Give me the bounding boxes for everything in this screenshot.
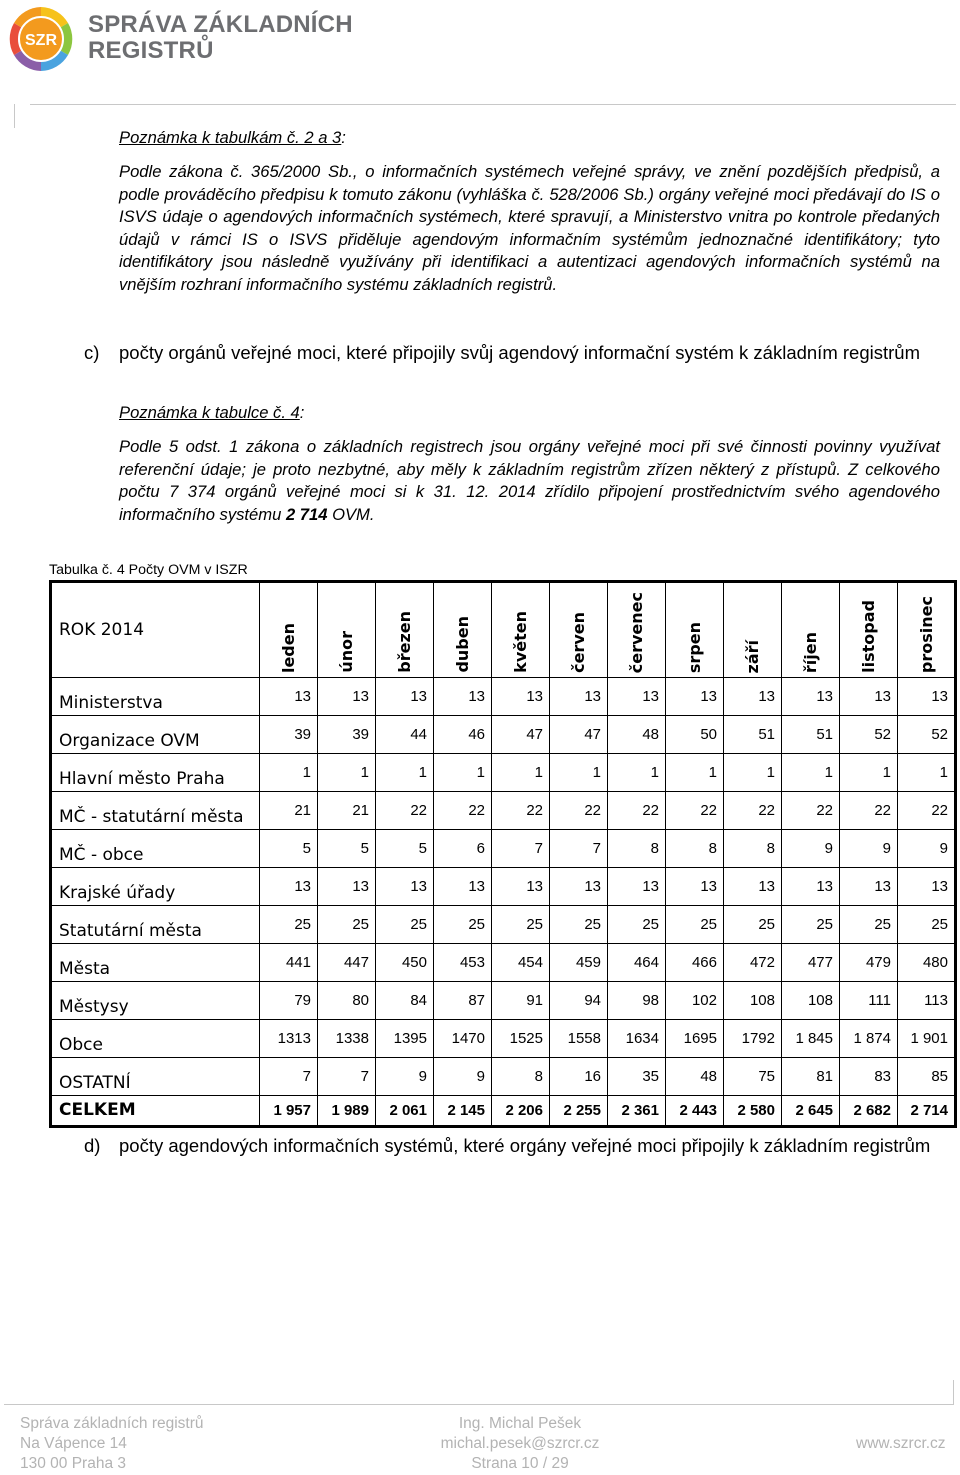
value-cell: 1470 xyxy=(434,1020,492,1058)
value-cell: 5 xyxy=(260,830,318,868)
value-cell: 51 xyxy=(724,716,782,754)
table-row xyxy=(51,716,956,754)
value-cell: 22 xyxy=(724,792,782,830)
value-cell: 13 xyxy=(840,678,898,716)
month-label: duben xyxy=(453,616,472,673)
value-cell: 25 xyxy=(434,906,492,944)
value-cell: 2 645 xyxy=(782,1096,840,1127)
month-header xyxy=(840,582,898,678)
value-cell: 52 xyxy=(840,716,898,754)
value-cell: 85 xyxy=(898,1058,956,1096)
table-row xyxy=(51,754,956,792)
value-cell: 13 xyxy=(724,868,782,906)
month-label: květen xyxy=(511,611,530,673)
value-cell: 464 xyxy=(608,944,666,982)
row-label: Ministerstva xyxy=(51,678,260,716)
value-cell: 1 xyxy=(492,754,550,792)
value-cell: 1 xyxy=(666,754,724,792)
table-row xyxy=(51,1058,956,1096)
value-cell: 22 xyxy=(898,792,956,830)
value-cell: 1558 xyxy=(550,1020,608,1058)
month-header xyxy=(608,582,666,678)
value-cell: 453 xyxy=(434,944,492,982)
value-cell: 1 901 xyxy=(898,1020,956,1058)
value-cell: 2 206 xyxy=(492,1096,550,1127)
value-cell: 13 xyxy=(550,868,608,906)
footer-page-number: Strana 10 / 29 xyxy=(471,1455,569,1472)
value-cell: 13 xyxy=(492,678,550,716)
table-row xyxy=(51,868,956,906)
row-label: Města xyxy=(51,944,260,982)
footer-org: Správa základních registrů xyxy=(20,1415,204,1432)
value-cell: 1338 xyxy=(318,1020,376,1058)
footer-divider xyxy=(4,1404,954,1405)
value-cell: 7 xyxy=(318,1058,376,1096)
row-label: Organizace OVM xyxy=(51,716,260,754)
value-cell: 21 xyxy=(260,792,318,830)
value-cell: 13 xyxy=(376,678,434,716)
footer-address xyxy=(20,1414,204,1474)
footer-website-link[interactable]: www.szrcr.cz xyxy=(856,1435,946,1452)
month-header xyxy=(318,582,376,678)
value-cell: 479 xyxy=(840,944,898,982)
value-cell: 13 xyxy=(550,678,608,716)
value-cell: 81 xyxy=(782,1058,840,1096)
value-cell: 108 xyxy=(782,982,840,1020)
value-cell: 13 xyxy=(376,868,434,906)
value-cell: 1 xyxy=(550,754,608,792)
month-header xyxy=(666,582,724,678)
ovm-count-table xyxy=(49,580,957,1128)
value-cell: 1 xyxy=(782,754,840,792)
value-cell: 13 xyxy=(318,868,376,906)
month-label: březen xyxy=(395,611,414,673)
footer-contact xyxy=(400,1414,640,1474)
value-cell: 13 xyxy=(666,868,724,906)
value-cell: 13 xyxy=(898,678,956,716)
value-cell: 8 xyxy=(666,830,724,868)
note-tables-2-3-title: Poznámka k tabulkám č. 2 a 3: xyxy=(119,128,346,147)
month-header xyxy=(898,582,956,678)
value-cell: 39 xyxy=(260,716,318,754)
value-cell: 2 361 xyxy=(608,1096,666,1127)
table-row xyxy=(51,1020,956,1058)
value-cell: 22 xyxy=(666,792,724,830)
value-cell: 79 xyxy=(260,982,318,1020)
value-cell: 108 xyxy=(724,982,782,1020)
value-cell: 13 xyxy=(782,678,840,716)
value-cell: 1 xyxy=(434,754,492,792)
value-cell: 9 xyxy=(376,1058,434,1096)
month-header xyxy=(550,582,608,678)
value-cell: 25 xyxy=(724,906,782,944)
value-cell: 13 xyxy=(434,678,492,716)
header-divider xyxy=(30,104,956,105)
value-cell: 98 xyxy=(608,982,666,1020)
value-cell: 25 xyxy=(782,906,840,944)
value-cell: 25 xyxy=(492,906,550,944)
footer-street: Na Vápence 14 xyxy=(20,1435,127,1452)
value-cell: 35 xyxy=(608,1058,666,1096)
value-cell: 102 xyxy=(666,982,724,1020)
row-label: MČ - statutární města xyxy=(51,792,260,830)
value-cell: 13 xyxy=(260,678,318,716)
org-name-line2: REGISTRŮ xyxy=(88,37,214,64)
value-cell: 2 580 xyxy=(724,1096,782,1127)
value-cell: 2 255 xyxy=(550,1096,608,1127)
footer-city: 130 00 Praha 3 xyxy=(20,1455,127,1472)
value-cell: 22 xyxy=(434,792,492,830)
value-cell: 94 xyxy=(550,982,608,1020)
month-header xyxy=(724,582,782,678)
value-cell: 454 xyxy=(492,944,550,982)
month-label: září xyxy=(743,639,762,673)
table-row xyxy=(51,830,956,868)
year-header: ROK 2014 xyxy=(51,582,260,678)
value-cell: 25 xyxy=(898,906,956,944)
value-cell: 113 xyxy=(898,982,956,1020)
value-cell: 16 xyxy=(550,1058,608,1096)
row-label: Obce xyxy=(51,1020,260,1058)
value-cell: 447 xyxy=(318,944,376,982)
value-cell: 22 xyxy=(608,792,666,830)
month-header xyxy=(434,582,492,678)
table-caption: Tabulka č. 4 Počty OVM v ISZR xyxy=(49,562,248,578)
value-cell: 466 xyxy=(666,944,724,982)
value-cell: 1 xyxy=(724,754,782,792)
value-cell: 1 845 xyxy=(782,1020,840,1058)
section-c-text: počty orgánů veřejné moci, které připojily svůj agendový informační systém k základním registrům xyxy=(119,342,920,363)
value-cell: 84 xyxy=(376,982,434,1020)
value-cell: 1634 xyxy=(608,1020,666,1058)
value-cell: 480 xyxy=(898,944,956,982)
value-cell: 50 xyxy=(666,716,724,754)
value-cell: 1 xyxy=(840,754,898,792)
organization-name xyxy=(88,12,353,64)
value-cell: 8 xyxy=(724,830,782,868)
value-cell: 13 xyxy=(608,678,666,716)
month-label: listopad xyxy=(859,600,878,673)
row-label: CELKEM xyxy=(51,1096,260,1127)
value-cell: 472 xyxy=(724,944,782,982)
row-label: MČ - obce xyxy=(51,830,260,868)
value-cell: 44 xyxy=(376,716,434,754)
value-cell: 39 xyxy=(318,716,376,754)
value-cell: 25 xyxy=(318,906,376,944)
value-cell: 5 xyxy=(318,830,376,868)
month-label: srpen xyxy=(685,621,704,673)
value-cell: 1 989 xyxy=(318,1096,376,1127)
value-cell: 13 xyxy=(492,868,550,906)
value-cell: 1 xyxy=(260,754,318,792)
row-label: Krajské úřady xyxy=(51,868,260,906)
value-cell: 25 xyxy=(260,906,318,944)
value-cell: 87 xyxy=(434,982,492,1020)
value-cell: 13 xyxy=(260,868,318,906)
value-cell: 75 xyxy=(724,1058,782,1096)
value-cell: 25 xyxy=(666,906,724,944)
footer-corner-mark xyxy=(953,1380,954,1404)
section-c-marker: c) xyxy=(84,342,100,363)
value-cell: 13 xyxy=(840,868,898,906)
value-cell: 13 xyxy=(724,678,782,716)
footer-email-link[interactable]: michal.pesek@szrcr.cz xyxy=(440,1435,600,1452)
table-header-row xyxy=(51,582,956,678)
value-cell: 1395 xyxy=(376,1020,434,1058)
value-cell: 459 xyxy=(550,944,608,982)
total-row xyxy=(51,1096,956,1127)
value-cell: 22 xyxy=(550,792,608,830)
month-label: červenec xyxy=(627,591,646,673)
value-cell: 52 xyxy=(898,716,956,754)
value-cell: 9 xyxy=(840,830,898,868)
header-corner-mark xyxy=(14,104,15,128)
row-label: OSTATNÍ xyxy=(51,1058,260,1096)
section-d-marker: d) xyxy=(84,1135,101,1156)
value-cell: 13 xyxy=(898,868,956,906)
value-cell: 2 061 xyxy=(376,1096,434,1127)
value-cell: 9 xyxy=(782,830,840,868)
value-cell: 2 145 xyxy=(434,1096,492,1127)
month-label: prosinec xyxy=(916,595,936,673)
value-cell: 1792 xyxy=(724,1020,782,1058)
value-cell: 25 xyxy=(608,906,666,944)
row-label: Statutární města xyxy=(51,906,260,944)
value-cell: 47 xyxy=(550,716,608,754)
value-cell: 80 xyxy=(318,982,376,1020)
value-cell: 1 957 xyxy=(260,1096,318,1127)
table-row xyxy=(51,982,956,1020)
value-cell: 22 xyxy=(492,792,550,830)
value-cell: 91 xyxy=(492,982,550,1020)
value-cell: 7 xyxy=(260,1058,318,1096)
note-table-4-title: Poznámka k tabulce č. 4: xyxy=(119,403,305,422)
value-cell: 46 xyxy=(434,716,492,754)
value-cell: 83 xyxy=(840,1058,898,1096)
value-cell: 7 xyxy=(550,830,608,868)
value-cell: 13 xyxy=(666,678,724,716)
value-cell: 25 xyxy=(840,906,898,944)
month-header xyxy=(492,582,550,678)
value-cell: 111 xyxy=(840,982,898,1020)
table-row xyxy=(51,678,956,716)
value-cell: 13 xyxy=(782,868,840,906)
value-cell: 22 xyxy=(840,792,898,830)
section-c-heading xyxy=(84,341,940,365)
value-cell: 21 xyxy=(318,792,376,830)
section-d-text: počty agendových informačních systémů, které orgány veřejné moci připojily k základním registrům xyxy=(119,1135,931,1156)
szr-logo xyxy=(6,4,76,74)
connected-ovm-count: 2 714 xyxy=(285,504,328,524)
month-label: červen xyxy=(569,612,588,673)
value-cell: 477 xyxy=(782,944,840,982)
note-table-4-body: Podle 5 odst. 1 zákona o základních registrech jsou orgány veřejné moci při své činnosti povinny využívat referenční údaje; je proto nezbytné, aby měly k základním registrům zřízen některý z přístupů. Z celkového počtu 7 374 orgánů veřejné moci si k 31. 12. 2014 zřídilo připojení prostřednictvím svého agendového informačního systému 2 714 OVM. xyxy=(119,437,940,524)
value-cell: 22 xyxy=(782,792,840,830)
footer-person: Ing. Michal Pešek xyxy=(458,1415,582,1432)
value-cell: 5 xyxy=(376,830,434,868)
month-header xyxy=(376,582,434,678)
value-cell: 1525 xyxy=(492,1020,550,1058)
table-row xyxy=(51,792,956,830)
value-cell: 9 xyxy=(434,1058,492,1096)
month-label: leden xyxy=(279,622,298,673)
value-cell: 47 xyxy=(492,716,550,754)
value-cell: 441 xyxy=(260,944,318,982)
month-label: únor xyxy=(337,631,356,673)
month-header xyxy=(782,582,840,678)
table-row xyxy=(51,906,956,944)
value-cell: 13 xyxy=(318,678,376,716)
value-cell: 25 xyxy=(550,906,608,944)
value-cell: 48 xyxy=(666,1058,724,1096)
value-cell: 8 xyxy=(608,830,666,868)
month-header xyxy=(260,582,318,678)
value-cell: 48 xyxy=(608,716,666,754)
value-cell: 2 682 xyxy=(840,1096,898,1127)
value-cell: 9 xyxy=(898,830,956,868)
note-tables-2-3-body: Podle zákona č. 365/2000 Sb., o informačních systémech veřejné správy, ve znění pozdějších předpisů, a podle prováděcího předpisu k tomuto zákonu (vyhláška č. 528/2006 Sb.) orgány veřejné moci předávají do IS o ISVS údaje o agendových informačních systémech, které spravují, a Ministerstvo vnitra po kontrole předaných údajů v rámci IS o ISVS přiděluje agendovým informačním systémům jednoznačné identifikátory; tyto identifikátory jsou následně využívány při identifikaci a autentizaci agendových informačních systémů na vnějším rozhraní informačního systému základních registrů. xyxy=(119,162,940,294)
value-cell: 450 xyxy=(376,944,434,982)
value-cell: 8 xyxy=(492,1058,550,1096)
table-row xyxy=(51,944,956,982)
row-label: Hlavní město Praha xyxy=(51,754,260,792)
value-cell: 6 xyxy=(434,830,492,868)
month-label: říjen xyxy=(801,631,820,673)
value-cell: 13 xyxy=(608,868,666,906)
org-name-line1: SPRÁVA ZÁKLADNÍCH xyxy=(88,11,353,38)
value-cell: 1313 xyxy=(260,1020,318,1058)
value-cell: 1 xyxy=(608,754,666,792)
value-cell: 1 xyxy=(318,754,376,792)
value-cell: 13 xyxy=(434,868,492,906)
logo-text: SZR xyxy=(25,32,57,49)
value-cell: 2 443 xyxy=(666,1096,724,1127)
section-d-heading xyxy=(84,1134,940,1158)
value-cell: 51 xyxy=(782,716,840,754)
value-cell: 1 xyxy=(898,754,956,792)
value-cell: 25 xyxy=(376,906,434,944)
value-cell: 7 xyxy=(492,830,550,868)
value-cell: 2 714 xyxy=(898,1096,956,1127)
value-cell: 1695 xyxy=(666,1020,724,1058)
value-cell: 1 874 xyxy=(840,1020,898,1058)
value-cell: 22 xyxy=(376,792,434,830)
row-label: Městysy xyxy=(51,982,260,1020)
value-cell: 1 xyxy=(376,754,434,792)
